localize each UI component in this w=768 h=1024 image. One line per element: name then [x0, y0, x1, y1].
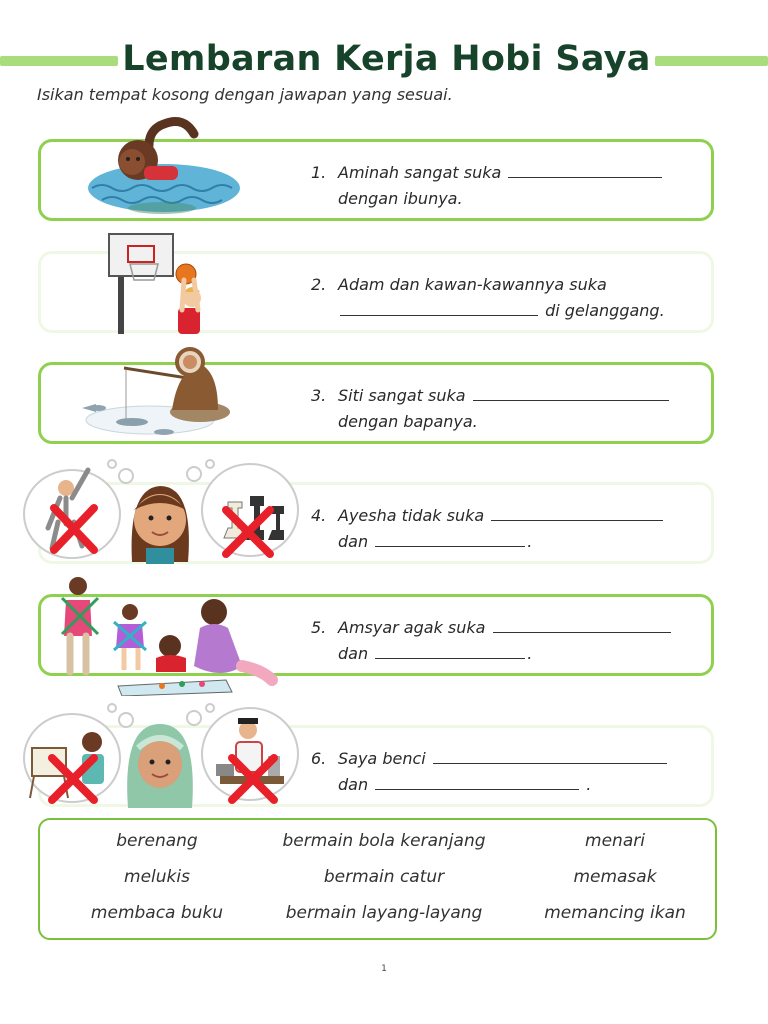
question-text-3: [311, 383, 671, 435]
swimming-girl-illustration: [82, 112, 242, 218]
answer-blank[interactable]: [375, 773, 579, 790]
question-text-2: [311, 272, 665, 324]
word-bank-item: berenang: [116, 831, 198, 851]
question-line: Saya benci: [338, 749, 426, 768]
answer-blank[interactable]: [473, 384, 669, 401]
question-text-1: [311, 160, 664, 212]
question-number: 4.: [311, 506, 327, 525]
answer-blank[interactable]: [375, 642, 525, 659]
title-line-right: [655, 56, 768, 66]
word-bank-item: membaca buku: [90, 903, 224, 923]
basketball-boy-illustration: [106, 232, 216, 336]
answer-blank[interactable]: [375, 530, 525, 547]
question-number: 2.: [311, 275, 327, 294]
answer-blank[interactable]: [340, 299, 538, 316]
question-line: Ayesha tidak suka: [338, 506, 485, 525]
question-number: 6.: [311, 749, 327, 768]
instruction-text: Isikan tempat kosong dengan jawapan yang sesuai.: [37, 85, 453, 104]
question-number: 1.: [311, 163, 327, 182]
question-line: Adam dan kawan-kawannya suka: [338, 275, 607, 294]
title-line-left: [0, 56, 118, 66]
question-line: .: [527, 532, 533, 551]
kids-kite-painting-illustration: [52, 576, 282, 696]
word-bank-item: melukis: [124, 867, 190, 887]
answer-blank[interactable]: [493, 616, 671, 633]
answer-blank[interactable]: [433, 747, 667, 764]
answer-blank[interactable]: [508, 161, 662, 178]
page-title: Lembaran Kerja Hobi Saya: [122, 39, 651, 79]
title-bar: [0, 36, 768, 86]
word-bank-item: bermain layang-layang: [285, 903, 483, 923]
word-bank-item: memancing ikan: [544, 903, 686, 923]
girl-dislikes-dancing-chess-illustration: [20, 458, 300, 564]
girl-dislikes-painting-cooking-illustration: [20, 702, 300, 808]
word-bank: [38, 818, 717, 940]
question-number: 3.: [311, 386, 327, 405]
question-line: Siti sangat suka: [338, 386, 466, 405]
question-line: Amsyar agak suka: [338, 618, 486, 637]
question-line: Aminah sangat suka: [338, 163, 502, 182]
word-bank-item: memasak: [573, 867, 657, 887]
word-bank-item: bermain catur: [323, 867, 445, 887]
question-text-5: [311, 615, 673, 667]
question-line: dengan ibunya.: [338, 189, 463, 208]
question-number: 5.: [311, 618, 327, 637]
word-bank-item: bermain bola keranjang: [282, 831, 486, 851]
question-line: dan: [338, 532, 369, 551]
question-line: dengan bapanya.: [338, 412, 478, 431]
question-line: dan: [338, 775, 369, 794]
question-line: .: [527, 644, 533, 663]
ice-fishing-illustration: [80, 344, 240, 440]
page-number: 1: [381, 964, 387, 974]
question-text-6: [311, 746, 669, 798]
question-line: .: [581, 775, 592, 794]
word-bank-item: menari: [585, 831, 645, 851]
question-text-4: [311, 503, 665, 555]
answer-blank[interactable]: [491, 504, 663, 521]
question-line: di gelanggang.: [545, 301, 665, 320]
question-line: dan: [338, 644, 369, 663]
